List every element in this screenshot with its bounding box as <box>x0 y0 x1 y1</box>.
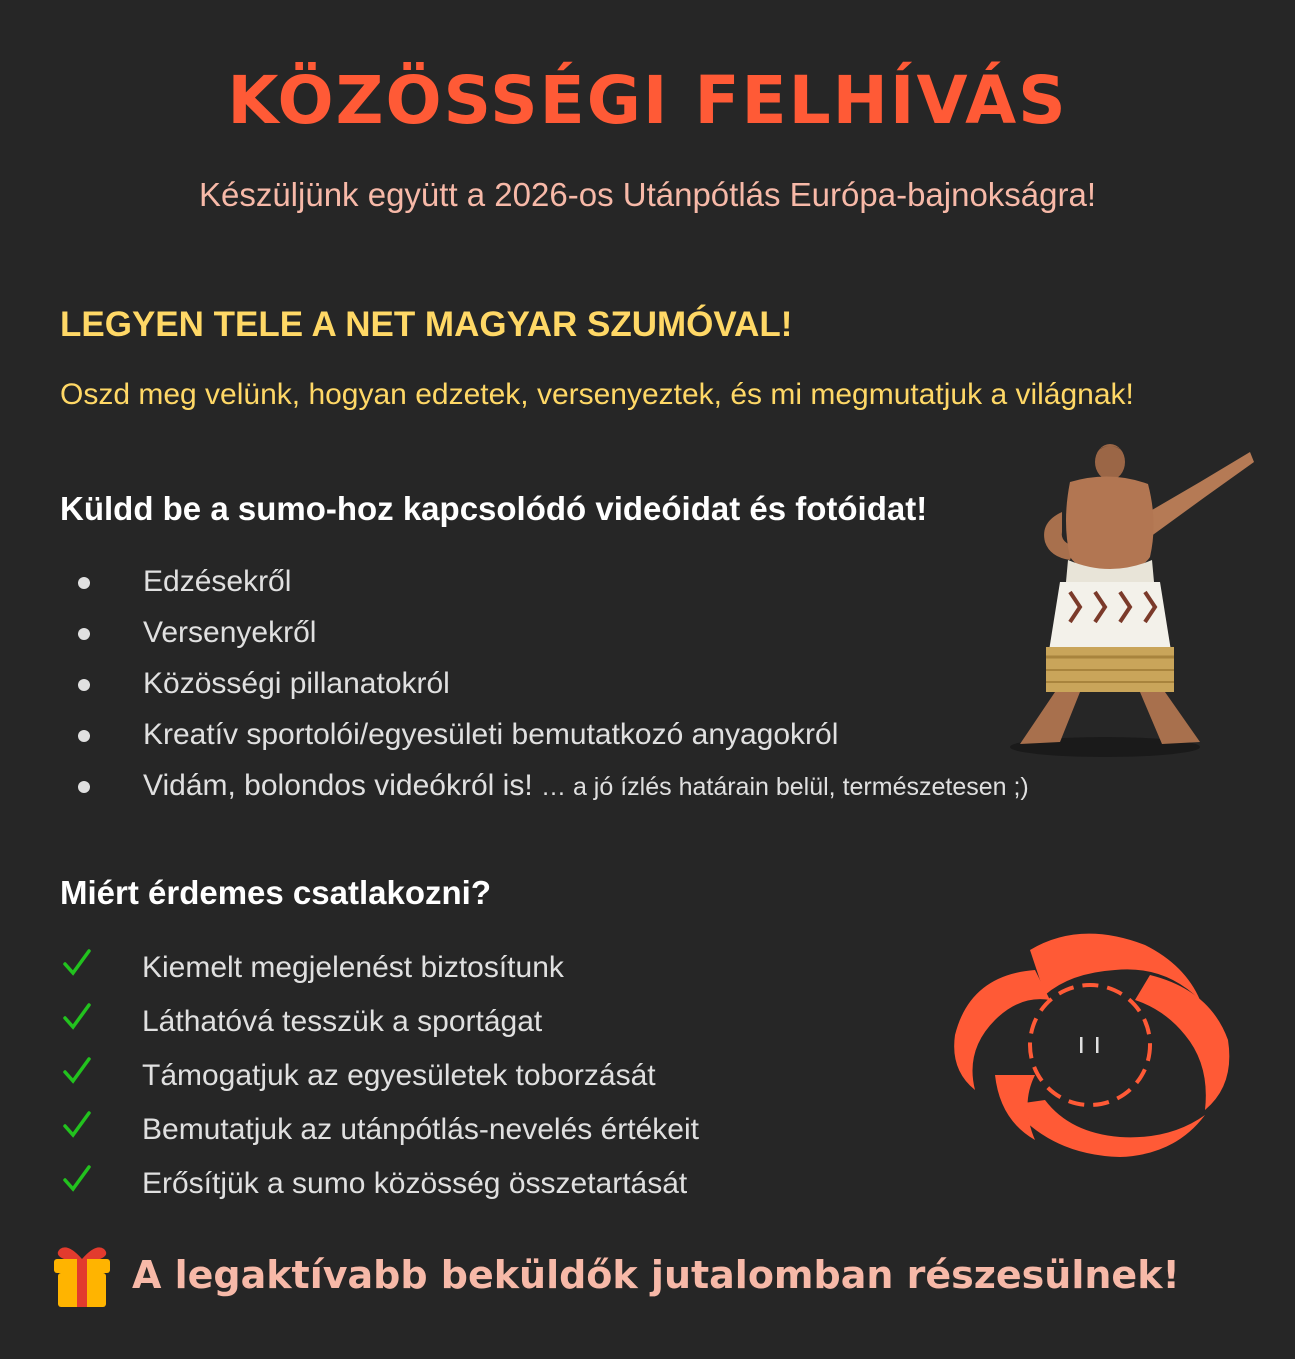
list-item-label: Vidám, bolondos videókról is! <box>143 769 533 802</box>
list-item-label: Közösségi pillanatokról <box>143 667 450 700</box>
check-icon <box>62 1002 92 1032</box>
sumo-wrestler-illustration <box>1000 442 1260 762</box>
share-text: Oszd meg velünk, hogyan edzetek, versenyeztek, és mi megmutatjuk a világnak! <box>60 378 1134 411</box>
list-item <box>70 764 1029 815</box>
list-item <box>70 560 1029 611</box>
list-item <box>70 662 1029 713</box>
list-item <box>60 1108 699 1162</box>
list-item <box>60 1000 699 1054</box>
check-icon <box>62 1164 92 1194</box>
list-item-label: Láthatóvá tesszük a sportágat <box>142 1005 543 1038</box>
bullet-icon <box>78 781 90 793</box>
list-item <box>60 946 699 1000</box>
bullet-icon <box>78 577 90 589</box>
submission-topics-list <box>70 560 1029 815</box>
bullet-icon <box>78 730 90 742</box>
reward-banner <box>50 1240 1180 1310</box>
gift-icon <box>50 1241 114 1309</box>
list-item-label: Edzésekről <box>143 565 292 598</box>
list-item-label: Erősítjük a sumo közösség összetartását <box>142 1167 688 1200</box>
sumo-logo <box>945 928 1235 1163</box>
list-item <box>60 1054 699 1108</box>
check-icon <box>62 948 92 978</box>
list-item <box>60 1162 699 1216</box>
list-item-label: Kiemelt megjelenést biztosítunk <box>142 951 564 984</box>
list-item-note: … a jó ízlés határain belül, természetesen ;) <box>541 773 1029 801</box>
check-icon <box>62 1110 92 1140</box>
list-item-label: Támogatjuk az egyesületek toborzását <box>142 1059 656 1092</box>
list-item-label: Bemutatjuk az utánpótlás-nevelés értékeit <box>142 1113 699 1146</box>
list-item-label: Versenyekről <box>143 616 317 649</box>
submit-heading: Küldd be a sumo-hoz kapcsolódó videóidat és fotóidat! <box>60 490 928 527</box>
share-heading: LEGYEN TELE A NET MAGYAR SZUMÓVAL! <box>60 305 793 344</box>
list-item <box>70 611 1029 662</box>
bullet-icon <box>78 679 90 691</box>
page-title: KÖZÖSSÉGI FELHÍVÁS <box>227 62 1068 139</box>
reward-text: A legaktívabb beküldők jutalomban részesülnek! <box>132 1253 1180 1297</box>
list-item <box>70 713 1029 764</box>
benefits-heading: Miért érdemes csatlakozni? <box>60 874 491 911</box>
check-icon <box>62 1056 92 1086</box>
page-subtitle: Készüljünk együtt a 2026-os Utánpótlás Európa-bajnokságra! <box>198 176 1097 213</box>
list-item-label: Kreatív sportolói/egyesületi bemutatkozó anyagokról <box>143 718 839 751</box>
benefits-list <box>60 946 699 1216</box>
bullet-icon <box>78 628 90 640</box>
